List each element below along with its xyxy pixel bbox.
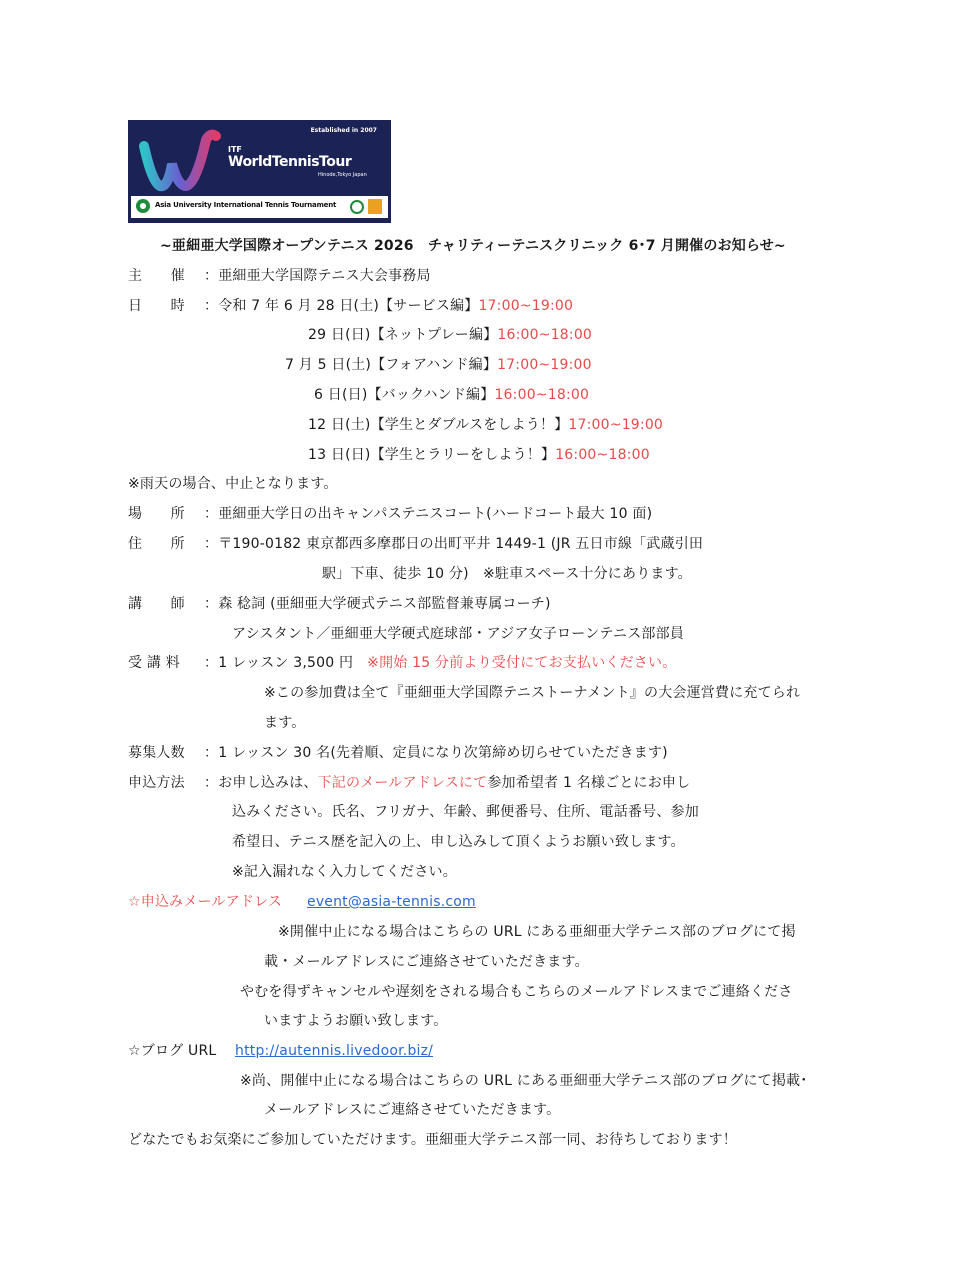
date-row-text: 6 日(日)【バックハンド編】 [314,387,495,403]
address-line-1: ：〒190-0182 東京都西多摩郡日の出町平井 1449-1 (JR 五日市線「武蔵引田 [204,536,704,552]
date-row-time: 17:00~19:00 [497,357,592,373]
date-row [308,415,663,435]
date-row-text: 7 月 5 日(土)【フォアハンド編】 [285,357,498,373]
location-text: Hinode,Tokyo Japan [318,172,367,178]
fee-note-2: ます。 [264,715,306,731]
date-row-text: 13 日(日)【学生とラリーをしよう！】 [308,447,556,463]
email-link[interactable]: event@asia-tennis.com [307,894,476,910]
apply-line-1 [204,773,690,793]
apply-text: 参加希望者 1 名様ごとにお申し [487,775,691,791]
organizer-label: 主 催 [128,268,185,284]
blog-label: ☆ブログ URL [128,1043,217,1059]
apply-text: ：お申し込みは、 [204,775,318,791]
closing-message: どなたでもお気楽にご参加していただけます。亜細亜大学テニス部一同、お待ちしております！ [128,1132,737,1148]
fee-row [204,653,676,673]
email-label: ☆申込みメールアドレス [128,894,283,910]
fee-payment-note: ※開始 15 分前より受付にてお支払いください。 [367,655,677,671]
date-row [285,355,592,375]
instructor-label: 講 師 [128,596,185,612]
blog-link[interactable]: http://autennis.livedoor.biz/ [235,1043,434,1059]
tournament-band [131,196,388,218]
date-row-text: 12 日(土)【学生とダブルスをしよう！】 [308,417,569,433]
fee-label: 受 講 料 [128,655,180,671]
date-row-time: 16:00~18:00 [494,387,590,403]
capacity-value: ：1 レッスン 30 名(先着順、定員になり次第締め切らせていただきます) [204,745,668,761]
sponsor-emblem-icon [350,200,364,214]
apply-line-4: ※記入漏れなく入力してください。 [232,864,457,880]
place-value: ：亜細亜大学日の出キャンパステニスコート(ハードコート最大 10 面) [204,506,653,522]
date-row-time: 17:00~19:00 [568,417,664,433]
email-note-4: いますようお願い致します。 [264,1013,448,1029]
asia-university-emblem-icon [136,199,150,213]
email-note-1: ※開催中止になる場合はこちらの URL にある亜細亜大学テニス部のブログにて掲 [278,924,796,940]
instructor-line-1: ：森 稔詞 (亜細亜大学硬式テニス部監督兼専属コーチ) [204,596,551,612]
apply-email-hint: 下記のメールアドレスにて [317,775,488,791]
brand-text: WorldTennisTour [228,154,352,170]
dates-label: 日 時 [128,298,185,314]
date-row [204,296,573,316]
organizer-value: ：亜細亜大学国際テニス大会事務局 [204,268,431,284]
email-note-2: 載・メールアドレスにご連絡させていただきます。 [264,954,589,970]
w-logo-mark-icon [138,128,222,194]
address-line-2: 駅」下車、徒歩 10 分) ※駐車スペース十分にあります。 [322,566,692,582]
date-row [308,445,650,465]
tournament-name: Asia University International Tennis Tournament [155,201,337,209]
date-row-text: 29 日(日)【ネットプレー編】 [308,327,498,343]
fee-note-1: ※この参加費は全て『亜細亜大学国際テニストーナメント』の大会運営費に充てられ [264,685,801,701]
apply-label: 申込方法 [128,775,185,791]
rain-note: ※雨天の場合、中止となります。 [128,476,338,492]
sponsor-badge-icon [368,199,382,214]
blog-note-2: メールアドレスにご連絡させていただきます。 [264,1102,561,1118]
date-row-text: ：令和 7 年 6 月 28 日(土)【サービス編】 [204,298,479,314]
date-row [308,325,592,345]
itf-text: ITF [228,145,242,154]
apply-line-2: 込みください。氏名、フリガナ、年齢、郵便番号、住所、電話番号、参加 [232,804,699,820]
date-row-time: 16:00~18:00 [555,447,650,463]
world-tennis-tour-logo [128,120,391,223]
fee-value: ：1 レッスン 3,500 円 [204,655,354,671]
email-note-3: やむを得ずキャンセルや遅刻をされる場合もこちらのメールアドレスまでご連絡くださ [240,984,793,1000]
date-row-time: 16:00~18:00 [497,327,593,343]
date-row [314,385,589,405]
address-label: 住 所 [128,536,185,552]
date-row-time: 17:00~19:00 [478,298,574,314]
place-label: 場 所 [128,506,185,522]
established-text: Established in 2007 [310,127,377,134]
apply-line-3: 希望日、テニス歴を記入の上、申し込みして頂くようお願い致します。 [232,834,685,850]
page-title: ~亜細亜大学国際オープンテニス 2026 チャリティーテニスクリニック 6･7 月開催のお知らせ~ [160,238,786,254]
blog-note-1: ※尚、開催中止になる場合はこちらの URL にある亜細亜大学テニス部のブログにて掲載･ [240,1073,808,1089]
instructor-line-2: アシスタント／亜細亜大学硬式庭球部・アジア女子ローンテニス部部員 [232,626,685,642]
capacity-label: 募集人数 [128,745,185,761]
